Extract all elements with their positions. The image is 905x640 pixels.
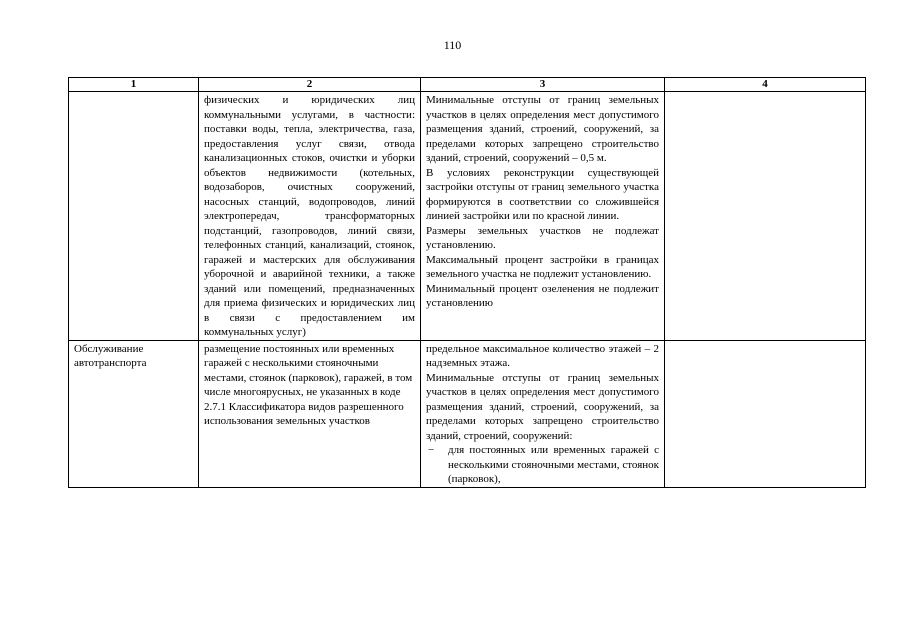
column-header-2: 2 [199, 78, 421, 92]
parameter-list [426, 443, 659, 487]
row1-description-cell: физических и юридических лиц коммунальными услугами, в частности: поставки воды, тепла, электричества, газа, предоставления услуг связи, отвода канализационных стоков, очистки и уборки объектов недвижимости (котельных, водозаборов, очистных сооружений, насосных станций, водопроводов, линий электропередач, трансформаторных подстанций, газопроводов, линий связи, телефонных станций, канализаций, стоянок, гаражей и мастерских для обслуживания уборочной и аварийной техники, а также зданий или помещений, предназначенных для приема физических и юридических лиц в связи с предоставлением им коммунальных услуг) [199, 92, 421, 341]
page-number: 110 [443, 38, 462, 52]
table-row [69, 340, 866, 487]
row2-description-cell: размещение постоянных или временных гаражей с несколькими стояночными местами, стоянок (парковок), гаражей, в том числе многоярусных, не указанных в коде 2.7.1 Классификатора видов разрешенного использования земельных участков [199, 340, 421, 487]
parameter-paragraph: Максимальный процент застройки в границах земельного участка не подлежит установлению. [426, 253, 659, 280]
parameter-paragraph: В условиях реконструкции существующей застройки отступы от границ земельного участка формируются в соответствии со сложившейся линией застройки или по красной линии. [426, 166, 659, 222]
row2-parameters-cell [421, 340, 665, 487]
row2-use-type-cell: Обслуживание автотранспорта [69, 340, 199, 487]
table-header-row [69, 78, 866, 92]
parameter-paragraph: Минимальный процент озеленения не подлежит установлению [426, 282, 659, 309]
regulations-table [68, 77, 866, 488]
column-header-1: 1 [69, 78, 199, 92]
column-header-3: 3 [421, 78, 665, 92]
row2-notes-cell [665, 340, 866, 487]
row1-use-type-cell [69, 92, 199, 341]
parameter-paragraph: Размеры земельных участков не подлежат установлению. [426, 224, 659, 251]
dash-bullet: − [428, 444, 435, 456]
table-row [69, 92, 866, 341]
column-header-4: 4 [665, 78, 866, 92]
list-item [426, 443, 659, 487]
row1-parameters-cell [421, 92, 665, 341]
parameter-paragraph: Минимальные отступы от границ земельных участков в целях определения мест допустимого размещения зданий, строений, сооружений, за пределами которых запрещено строительство зданий, строений, сооружений: [426, 371, 659, 442]
row1-notes-cell [665, 92, 866, 341]
list-item-text: для постоянных или временных гаражей с несколькими стояночными местами, стоянок (парковок), [448, 444, 659, 485]
parameter-paragraph: Минимальные отступы от границ земельных участков в целях определения мест допустимого размещения зданий, строений, сооружений, за пределами которых запрещено строительство зданий, строений, сооружений – 0,5 м. [426, 94, 659, 164]
parameter-paragraph: предельное максимальное количество этажей – 2 надземных этажа. [426, 342, 659, 369]
